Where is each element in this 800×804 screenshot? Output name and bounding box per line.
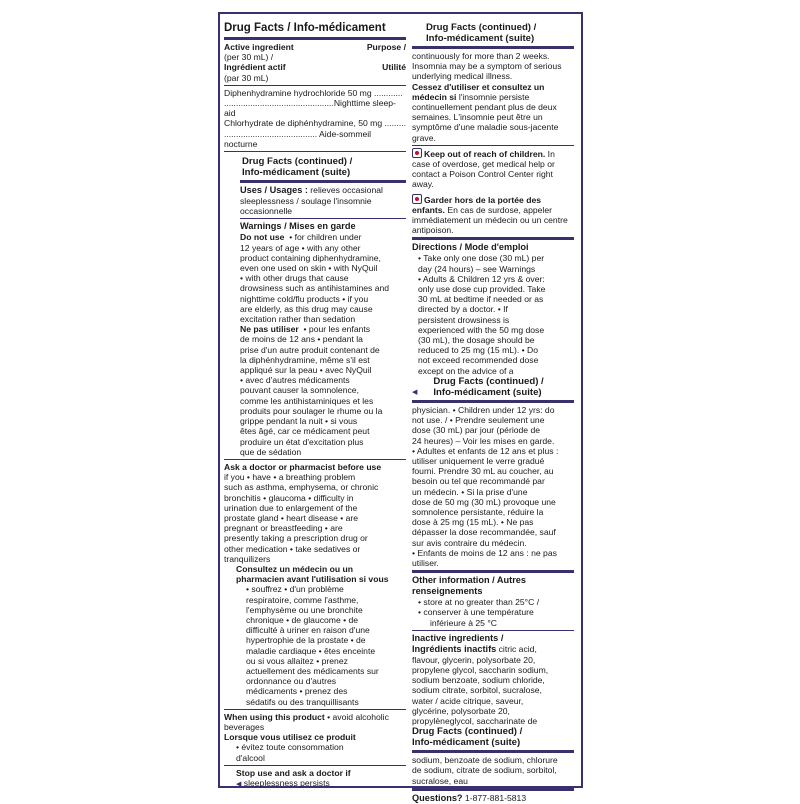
right-column: Drug Facts (continued) / Info-médicament (suite) continuously for more than 2 weeks. Insomnia may be a symptom of serious underlying medical illness. Cessez d'utiliser et consultez un médecin si l'insomnie persiste continuellement pendant plus de deux semaines. L'insomnie peut être un symptôme d'une maladie sous-jacente grave. Keep out of reach of children. In case of overdose, get medical help or contact a Poison Control Center right away. Garder hors de la portée des enfants. En cas de surdose, appeler immédiatement un médecin ou un centre antipoison. Directions / Mode d'emploi • Take only one dose (30 mL) per day (24 hours) – see Warnings • Adults & Children 12 yrs & over: only use dose cup provided. Take 30 mL at bedtime if needed or as directed by a doctor. • If persistent drowsiness is experienced with the 50 mg dose (30 mL), the dosage should be reduced to 25 mg (15 mL). • Do not exceed recommended dose except on the advice of a ◀ Drug Facts (continued) / Info-médicament (suite) physician. • Children under 12 yrs: do not use. / • Prendre seulement une dose (30 mL) par jour (période de 24 heures) – Voir les mises en garde. • Adultes et enfants de 12 ans et plus : utiliser uniquement le verre gradué fourni. Prendre 30 mL au coucher, au besoin ou tel que recommandé par un médecin. • Si la prise d'une dose de 50 mg (30 mL) provoque une somnolence persistante, réduire la dose à 25 mg (15 mL). • Ne pas dépasser la dose recommandée, sauf sur avis contraire du médecin. • Enfants de moins de 12 ans : ne pas utiliser. Other information / Autres renseignements • store at no greater than 25°C / • conserver à une température inférieure à 25 °C Inactive ingredients / Ingrédients inactifs citric acid, flavour, glycerin, polysorbate 20, propylene glycol, saccharin sodium, sodium benzoate, sodium chloride, sodium citrate, sorbitol, sucralose, water / acide citrique, saveur, glycérine, polysorbate 20, propylèneglycol, saccharinate de Drug Facts (continued) / Info-médicament (suite) sodium, benzoate de sodium, chlorure de sodium, citrate de sodium, sorbitol, sucralose, eau Questions? 1-877-881-5813	[412, 22, 574, 804]
continued-title: Drug Facts (continued) /	[412, 726, 523, 738]
ask-doctor-heading: Ask a doctor or pharmacist before use	[224, 461, 382, 472]
continued-subtitle: Info-médicament (suite)	[433, 386, 542, 398]
per-dose-fr: (par 30 mL)	[224, 72, 269, 83]
keep-out-of-reach: Keep out of reach of children. In case of overdose, get medical help or contact a Poison Control Center right away.	[412, 148, 555, 190]
continued-title: Drug Facts (continued) /	[433, 375, 544, 387]
continued-title: Drug Facts (continued) /	[426, 22, 537, 33]
continued-subtitle: Info-médicament (suite)	[242, 167, 351, 179]
warning-mark-icon	[412, 148, 422, 158]
cessez-section: Cessez d'utiliser et consultez un médecin si l'insomnie persiste continuellement pendant plus de deux semaines. L'insomnie peut être un symptôme d'une maladie sous-jacente grave.	[412, 81, 559, 143]
lorsque-heading: Lorsque vous utilisez ce produit	[224, 732, 356, 743]
inactive-ingredients-heading: Inactive ingredients /	[412, 632, 504, 643]
drug-facts-title: Drug Facts / Info-médicament	[224, 22, 386, 34]
warnings-heading: Warnings / Mises en garde	[240, 221, 356, 232]
active-ingredient-label: Active ingredient	[224, 42, 294, 52]
active-ingredient-label-fr: Ingrédient actif	[224, 62, 286, 73]
uses-section: Uses / Usages : relieves occasional sleeplessness / soulage l'insomnie occasionnelle	[240, 185, 383, 217]
ingredient-line: Chlorhydrate de diphénhydramine, 50 mg .........	[224, 118, 407, 129]
ingredient-line: ..............................................Nighttime sleep-aid	[224, 98, 396, 119]
directions-heading: Directions / Mode d'emploi	[412, 242, 529, 253]
stop-use-heading: Stop use and ask a doctor if	[236, 767, 351, 778]
consult-heading: Consultez un médecin ou un	[236, 563, 353, 574]
continue-arrow-icon: ◀	[236, 781, 242, 788]
when-using: When using this product • avoid alcoholic beverages	[224, 711, 389, 732]
divider	[224, 37, 406, 40]
continued-subtitle: Info-médicament (suite)	[426, 33, 535, 44]
purpose-label: Purpose /	[366, 42, 406, 52]
warning-mark-icon	[412, 194, 422, 204]
purpose-label-fr: Utilité	[382, 62, 406, 73]
questions-line: Questions? 1-877-881-5813	[412, 792, 527, 803]
continued-title: Drug Facts (continued) /	[242, 156, 353, 168]
garder-hors: Garder hors de la portée des enfants. En cas de surdose, appeler immédiatement un médecin ou un centre antipoison.	[412, 194, 568, 236]
ne-pas-utiliser: Ne pas utiliser • pour les enfants	[240, 324, 371, 335]
ingredient-line: ....................................... Aide-sommeil nocturne	[224, 128, 372, 149]
ingredient-line: Diphenhydramine hydrochloride 50 mg ............	[224, 87, 403, 98]
left-column: Drug Facts / Info-médicament Active ingredient Purpose / (per 30 mL) / Ingrédient actif Utilité (par 30 mL) Diphenhydramine hydrochloride 50 mg ............ ..............................................Nighttime sleep-aid Chlorhydrate de diphénhydramine, 50 mg ......... ....................................... Aide-sommeil nocturne Drug Facts (continued) / Info-médicament (suite) Uses / Usages : relieves occasional sleeplessness / soulage l'insomnie occasionnelle Warnings / Mises en garde Do not use • for children under 12 years of age • with any other product containing diphenhydramine, even one used on skin • with NyQuil • with other drugs that cause drowsiness such as antihistamines and nighttime cold/flu products • if you are elderly, as this drug may cause excitation rather than sedation Ne pas utiliser • pour les enfants de moins de 12 ans • pendant la prise d'un autre produit contenant de la diphénhydramine, même s'il est appliqué sur la peau • avec NyQuil • avec d'autres médicaments pouvant causer la somnolence, comme les antihistaminiques et les produits pour soulager le rhume ou la grippe pendant la nuit • si vous êtes âgé, car ce médicament peut produire un état d'excitation plus que de sédation Ask a doctor or pharmacist before use if you • have • a breathing problem such as asthma, emphysema, or chronic bronchitis • glaucoma • difficulty in urination due to enlargement of the prostate gland • heart disease • are pregnant or breastfeeding • are presently taking a prescription drug or other medication • take sedatives or tranquilizers Consultez un médecin ou un pharmacien avant l'utilisation si vous • souffrez • d'un problème respiratoire, comme l'asthme, l'emphysème ou une bronchite chronique • de glaucome • de difficulté à uriner en raison d'une hypertrophie de la prostate • de maladie cardiaque • êtes enceinte ou si vous allaitez • prenez actuellement des médicaments sur ordonnance ou d'autres médicaments • prenez des sédatifs ou des tranquillisants When using this product • avoid alcoholic beverages Lorsque vous utilisez ce produit • évitez toute consommation d'alcool Stop use and ask a doctor if ◀ sleeplessness persists	[224, 22, 407, 788]
continued-subtitle: Info-médicament (suite)	[412, 737, 521, 749]
other-info-heading: Other information / Autres	[412, 575, 526, 586]
continue-arrow-icon: ◀	[412, 388, 418, 396]
per-dose-en: (per 30 mL) /	[224, 52, 274, 63]
do-not-use: Do not use • for children under	[240, 232, 362, 243]
